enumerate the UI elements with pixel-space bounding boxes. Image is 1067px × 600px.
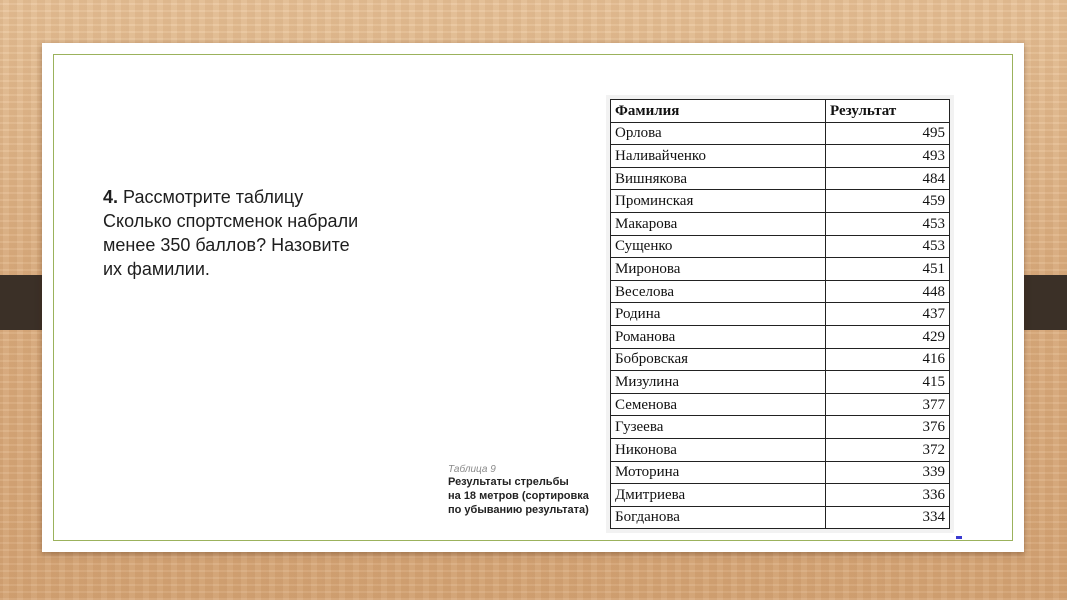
result-cell: 448	[826, 280, 950, 303]
surname-cell: Орлова	[611, 122, 826, 145]
table-row	[611, 371, 950, 394]
table-row	[611, 416, 950, 439]
result-cell: 334	[826, 506, 950, 529]
caption-line-1: Результаты стрельбы	[448, 476, 569, 488]
slide	[42, 43, 1024, 552]
question-line-2: Сколько спортсменок набрали	[103, 211, 359, 231]
surname-cell: Миронова	[611, 258, 826, 281]
result-cell: 416	[826, 348, 950, 371]
result-cell: 429	[826, 325, 950, 348]
result-cell: 377	[826, 393, 950, 416]
surname-cell: Никонова	[611, 438, 826, 461]
table-row	[611, 212, 950, 235]
surname-cell: Бобровская	[611, 348, 826, 371]
table-row	[611, 145, 950, 168]
table-row	[611, 506, 950, 529]
table-row	[611, 461, 950, 484]
surname-cell: Семенова	[611, 393, 826, 416]
result-cell: 415	[826, 371, 950, 394]
table-row	[611, 348, 950, 371]
table-header-row	[611, 100, 950, 123]
result-cell: 451	[826, 258, 950, 281]
surname-cell: Вишнякова	[611, 167, 826, 190]
surname-cell: Макарова	[611, 212, 826, 235]
table-row	[611, 280, 950, 303]
corner-mark	[956, 536, 962, 539]
table-body	[611, 122, 950, 529]
surname-cell: Родина	[611, 303, 826, 326]
question-text	[103, 185, 403, 281]
result-cell: 453	[826, 212, 950, 235]
question-line-4: их фамилии.	[103, 259, 210, 279]
results-table	[610, 99, 950, 529]
result-cell: 495	[826, 122, 950, 145]
surname-cell: Дмитриева	[611, 484, 826, 507]
surname-cell: Романова	[611, 325, 826, 348]
surname-cell: Гузеева	[611, 416, 826, 439]
result-cell: 459	[826, 190, 950, 213]
caption-label: Таблица 9	[448, 464, 496, 475]
table-row	[611, 190, 950, 213]
table-row	[611, 258, 950, 281]
surname-cell: Проминская	[611, 190, 826, 213]
surname-cell: Сущенко	[611, 235, 826, 258]
header-result: Результат	[826, 100, 950, 123]
result-cell: 339	[826, 461, 950, 484]
result-cell: 336	[826, 484, 950, 507]
surname-cell: Богданова	[611, 506, 826, 529]
table-row	[611, 303, 950, 326]
question-number: 4.	[103, 187, 119, 207]
header-surname: Фамилия	[611, 100, 826, 123]
result-cell: 372	[826, 438, 950, 461]
result-cell: 437	[826, 303, 950, 326]
question-line-3: менее 350 баллов? Назовите	[103, 235, 350, 255]
table-row	[611, 484, 950, 507]
table-row	[611, 325, 950, 348]
table-row	[611, 438, 950, 461]
result-cell: 453	[826, 235, 950, 258]
result-cell: 493	[826, 145, 950, 168]
question-line-1	[103, 185, 403, 209]
surname-cell: Веселова	[611, 280, 826, 303]
table-row	[611, 235, 950, 258]
caption-line-3: по убыванию результата)	[448, 504, 589, 516]
table-row	[611, 167, 950, 190]
question-text-1: Рассмотрите таблицу	[123, 187, 304, 207]
result-cell: 376	[826, 416, 950, 439]
surname-cell: Моторина	[611, 461, 826, 484]
table-caption	[448, 464, 608, 517]
result-cell: 484	[826, 167, 950, 190]
caption-line-2: на 18 метров (сортировка	[448, 490, 589, 502]
table-row	[611, 122, 950, 145]
surname-cell: Наливайченко	[611, 145, 826, 168]
table-row	[611, 393, 950, 416]
surname-cell: Мизулина	[611, 371, 826, 394]
